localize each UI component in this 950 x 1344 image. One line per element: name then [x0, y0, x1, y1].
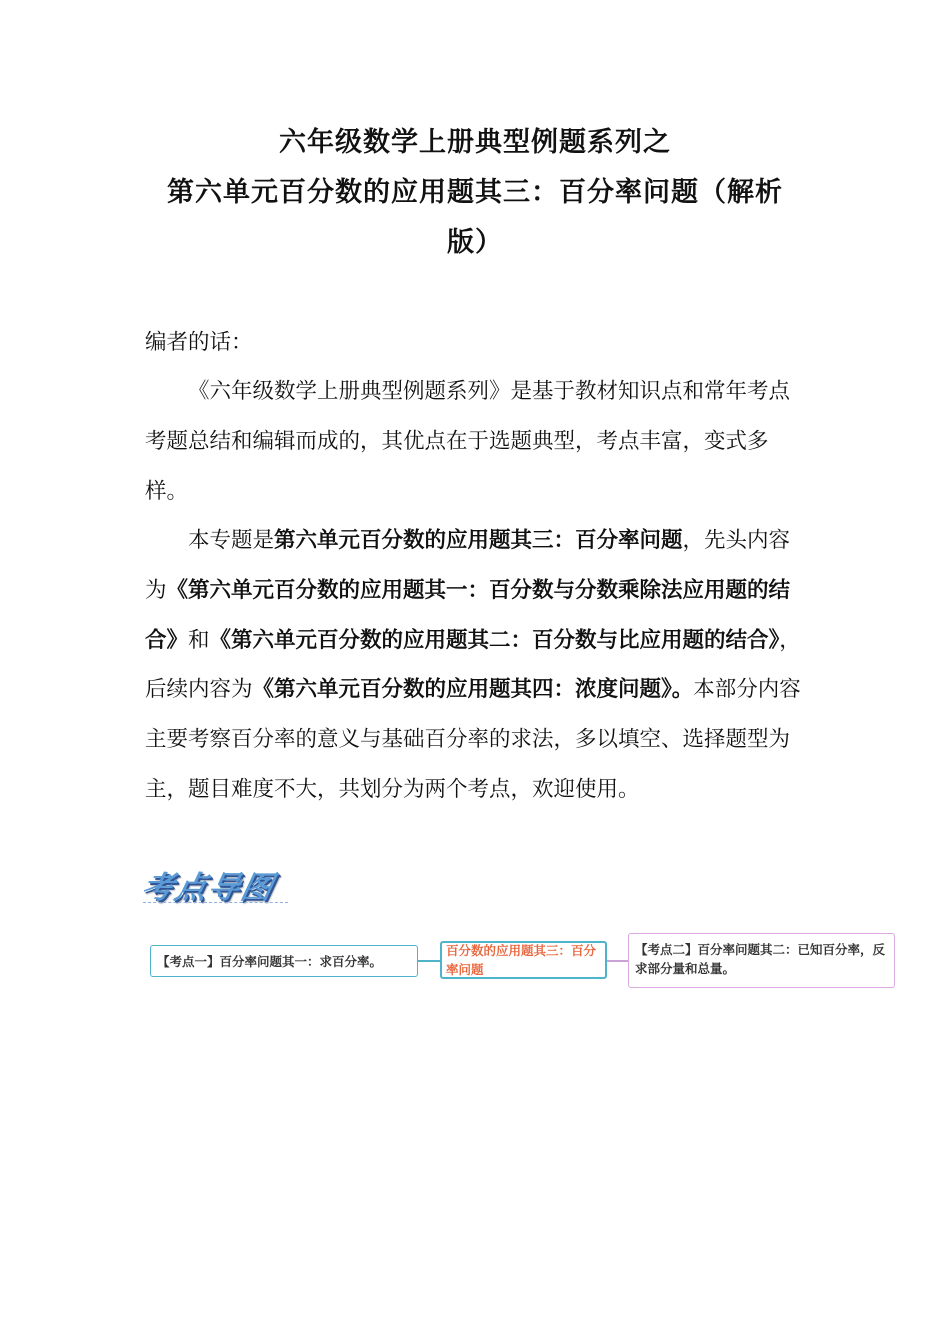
title-line-2: 第六单元百分数的应用题其三：百分率问题（解析	[167, 177, 783, 208]
scope-prev-topic-2: 《第六单元百分数的应用题其二：百分数与比应用题的结合》	[209, 627, 780, 653]
mindmap-node-point-1: 【考点一】百分率问题其一：求百分率。	[150, 945, 418, 977]
scope-text-3: 和	[188, 627, 210, 653]
scope-text-4: ，后续内容为	[145, 627, 801, 703]
scope-text-5: 本部分内容主要考察百分率的意义与基础百分率的求法，多以填空、选择题型为主，题目难度不大，共划分为两个考点，欢迎使用。	[145, 677, 801, 802]
mindmap-connector-right	[607, 960, 628, 962]
editor-note-label: 编者的话：	[145, 330, 253, 355]
intro-paragraph: 《六年级数学上册典型例题系列》是基于教材知识点和常年考点考题总结和编辑而成的，其优点在于选题典型，考点丰富，变式多样。	[145, 379, 791, 504]
scope-text-1: 本专题是	[188, 528, 275, 553]
document-title	[145, 118, 805, 268]
scope-next-topic: 《第六单元百分数的应用题其四：浓度问题》。	[252, 677, 694, 703]
mindmap-heading: 考点导图	[138, 870, 279, 906]
scope-paragraph	[145, 516, 807, 815]
title-line-3: 版）	[447, 227, 503, 258]
mindmap-heading-underline	[143, 902, 288, 903]
scope-text-2: ，先头内容为	[145, 528, 791, 603]
mindmap-connector-left	[418, 960, 440, 962]
scope-current-topic: 第六单元百分数的应用题其三：百分率问题	[274, 528, 683, 553]
scope-prev-topic-1: 《第六单元百分数的应用题其一：百分数与分数乘除法应用题的结合》	[145, 577, 791, 653]
mindmap-node-center: 百分数的应用题其三：百分率问题	[440, 941, 607, 979]
mindmap-node-point-2: 【考点二】百分率问题其二：已知百分率，反求部分量和总量。	[628, 933, 895, 988]
title-line-1: 六年级数学上册典型例题系列之	[279, 127, 671, 158]
